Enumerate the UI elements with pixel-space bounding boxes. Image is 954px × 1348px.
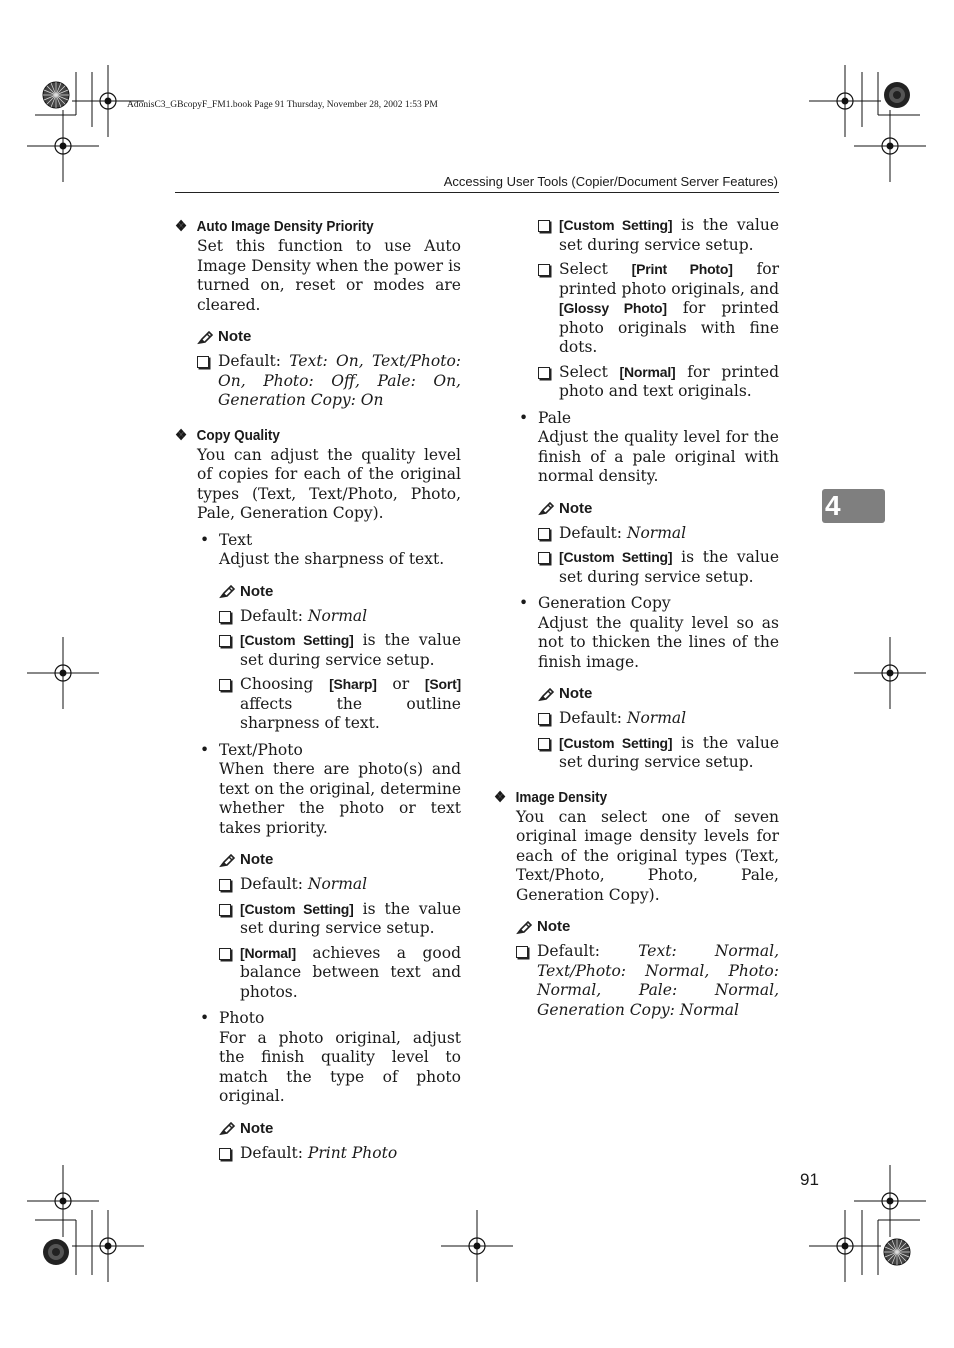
checkbox-square-icon — [219, 1148, 231, 1160]
bullet-dot: • — [519, 594, 529, 612]
checkbox-square-icon — [538, 713, 550, 725]
bullet-dot: • — [519, 408, 529, 427]
checkbox-square-icon — [538, 264, 550, 276]
checkbox-square-icon — [538, 552, 550, 564]
pencil-note-icon — [219, 853, 236, 868]
note-item: Default: Print Photo — [219, 1144, 461, 1164]
checkbox-square-icon — [197, 356, 209, 368]
note-heading: Note — [538, 684, 779, 704]
checkbox-square-icon — [219, 879, 231, 891]
checkbox-square-icon — [219, 948, 231, 960]
bullet-dot: • — [200, 530, 210, 549]
section-image-density-body: You can select one of seven original image density levels for each of the original types (Text, Text/Photo, Photo, Pale, Generation Copy). — [516, 807, 779, 904]
note-heading: Note — [516, 917, 779, 937]
checkbox-square-icon — [219, 904, 231, 916]
checkbox-square-icon — [538, 738, 550, 750]
note-item: [Custom Setting] is the value set during service setup. — [219, 631, 461, 670]
section-image-density-title: ❖ Image Density — [494, 788, 608, 806]
pencil-note-icon — [197, 330, 214, 345]
checkbox-square-icon — [219, 611, 231, 623]
note-item: [Custom Setting] is the value set during service setup. — [538, 734, 779, 773]
diamond-cluster-icon: ❖ — [175, 218, 188, 235]
note-item: Default: Normal — [538, 709, 779, 729]
note-item: Choosing [Sharp] or [Sort] affects the outline sharpness of text. — [219, 675, 461, 734]
note-heading: Note — [219, 850, 461, 870]
pencil-note-icon — [538, 501, 555, 516]
note-item: [Custom Setting] is the value set during service setup. — [538, 216, 779, 255]
section-copy-quality-title: ❖ Copy Quality — [175, 426, 280, 444]
list-item-text-photo: • Text/Photo When there are photo(s) and text on the original, determine whether the photo or text takes priority. Note Default: Normal [Custom Setting] is the value set during service setup. [Normal] achieves a good balance between text and photos. — [200, 740, 461, 1001]
bullet-dot: • — [200, 740, 210, 759]
running-head: Accessing User Tools (Copier/Document Server Features) — [443, 174, 778, 189]
right-column — [494, 216, 779, 1020]
note-item: Default: Normal — [219, 607, 461, 627]
list-item-generation-copy: • Generation Copy Adjust the quality level so as not to thicken the lines of the finish image. Note Default: Normal [Custom Setting] is the value set during service setup. — [519, 594, 779, 771]
note-heading: Note — [219, 1119, 461, 1139]
checkbox-square-icon — [219, 635, 231, 647]
note-item: Default: Text: Normal, Text/Photo: Normal, Photo: Normal, Pale: Normal, Generation Copy: Normal — [516, 942, 779, 1020]
section-auto-density-title: ❖ Auto Image Density Priority — [175, 218, 374, 235]
note-item: [Custom Setting] is the value set during service setup. — [219, 900, 461, 939]
pencil-note-icon — [538, 687, 555, 702]
list-item-photo: • Photo For a photo original, adjust the finish quality level to match the type of photo original. Note Default: Print Photo — [200, 1009, 461, 1162]
checkbox-square-icon — [538, 367, 550, 379]
checkbox-square-icon — [516, 946, 528, 958]
header-rule — [175, 192, 779, 193]
note-item: Default: Text: On, Text/Photo: On, Photo: Off, Pale: On, Generation Copy: On — [197, 352, 461, 411]
section-auto-density-body: Set this function to use Auto Image Density when the power is turned on, reset or modes are cleared. — [197, 237, 461, 314]
note-item: Default: Normal — [219, 875, 461, 895]
note-item: [Custom Setting] is the value set during service setup. — [538, 548, 779, 587]
checkbox-square-icon — [538, 528, 550, 540]
bullet-dot: • — [200, 1009, 210, 1027]
note-item: Default: Normal — [538, 524, 779, 544]
list-item-text: • Text Adjust the sharpness of text. Note Default: Normal [Custom Setting] is the value set during service setup. Choosing [Sharp] or [Sort] affects the outline sharpness of text. — [200, 530, 461, 732]
note-heading: Note — [219, 582, 461, 602]
list-item-pale: • Pale Adjust the quality level for the finish of a pale original with normal density. Note Default: Normal [Custom Setting] is the value set during service setup. — [519, 408, 779, 586]
note-item: [Normal] achieves a good balance between text and photos. — [219, 944, 461, 1003]
note-item: Select [Print Photo] for printed photo originals, and [Glossy Photo] for printed photo originals with fine dots. — [538, 260, 779, 358]
pencil-note-icon — [219, 584, 236, 599]
note-item: Select [Normal] for printed photo and text originals. — [538, 363, 779, 402]
diamond-cluster-icon: ❖ — [494, 788, 507, 806]
note-heading: Note — [197, 327, 461, 347]
note-heading: Note — [538, 499, 779, 519]
left-column — [175, 216, 461, 1163]
diamond-cluster-icon: ❖ — [175, 426, 188, 444]
section-copy-quality-body: You can adjust the quality level of copies for each of the original types (Text, Text/Photo, Photo, Pale, Generation Copy). — [197, 445, 461, 522]
pencil-note-icon — [219, 1121, 236, 1136]
pencil-note-icon — [516, 920, 533, 935]
checkbox-square-icon — [538, 220, 550, 232]
print-slug-line: AdonisC3_GBcopyF_FM1.book Page 91 Thursday, November 28, 2002 1:53 PM — [127, 100, 438, 110]
checkbox-square-icon — [219, 679, 231, 691]
photo-continued — [516, 216, 779, 402]
chapter-tab: 4 — [822, 489, 885, 523]
page-number: 91 — [800, 1170, 819, 1189]
